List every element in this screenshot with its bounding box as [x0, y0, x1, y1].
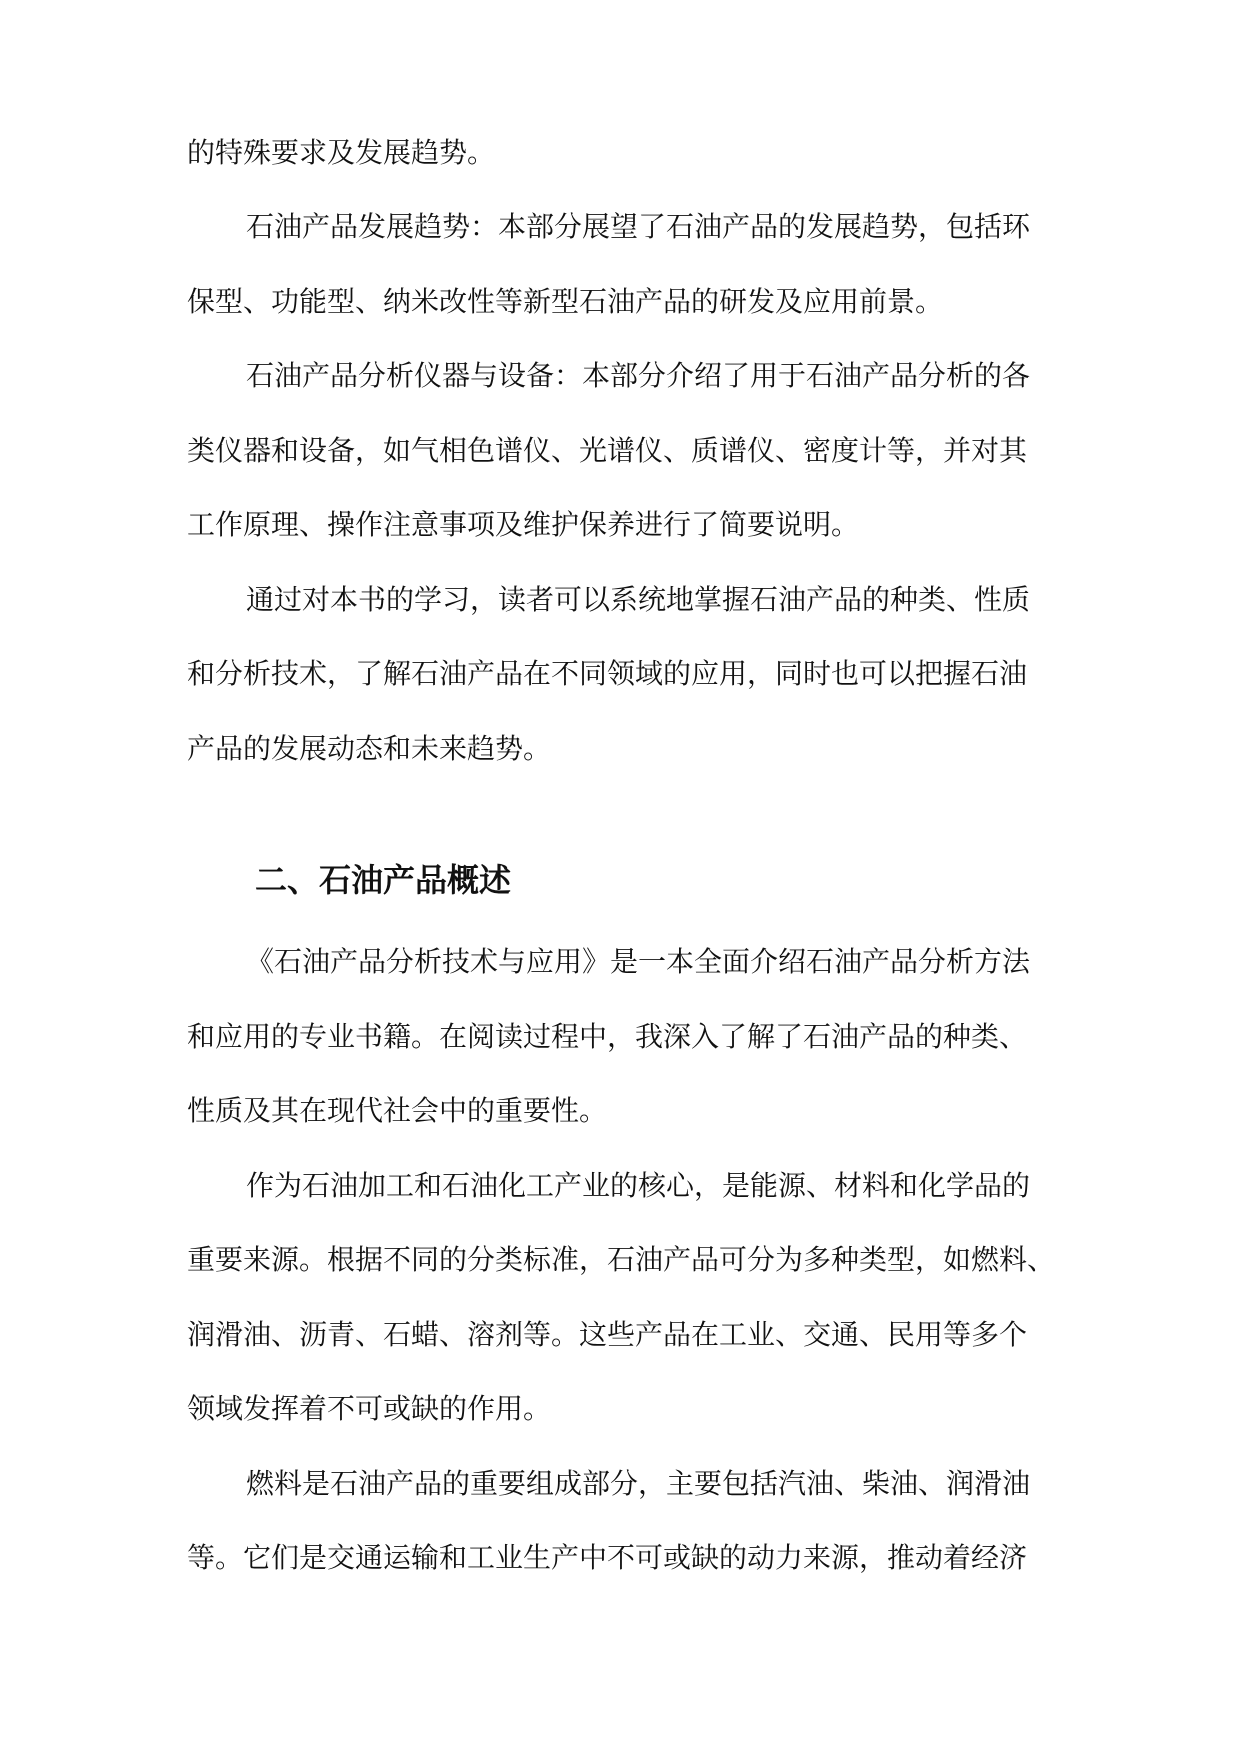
- text-line: 性质及其在现代社会中的重要性。: [187, 1094, 608, 1127]
- text-line: 类仪器和设备，如气相色谱仪、光谱仪、质谱仪、密度计等，并对其: [187, 434, 1028, 467]
- text-line: 等。它们是交通运输和工业生产中不可或缺的动力来源，推动着经济: [187, 1541, 1028, 1574]
- text-line: 和分析技术，了解石油产品在不同领域的应用，同时也可以把握石油: [187, 657, 1028, 690]
- text-line: 保型、功能型、纳米改性等新型石油产品的研发及应用前景。: [187, 285, 944, 318]
- text-line: 的特殊要求及发展趋势。: [187, 136, 496, 169]
- text-line: 石油产品发展趋势：本部分展望了石油产品的发展趋势，包括环: [246, 210, 1031, 243]
- text-line: 工作原理、操作注意事项及维护保养进行了简要说明。: [187, 508, 860, 541]
- text-line: 润滑油、沥青、石蜡、溶剂等。这些产品在工业、交通、民用等多个: [187, 1318, 1028, 1351]
- text-line: 作为石油加工和石油化工产业的核心，是能源、材料和化学品的: [246, 1169, 1031, 1202]
- text-line: 领域发挥着不可或缺的作用。: [187, 1392, 552, 1425]
- text-line: 和应用的专业书籍。在阅读过程中，我深入了解了石油产品的种类、: [187, 1020, 1028, 1053]
- text-line: 燃料是石油产品的重要组成部分，主要包括汽油、柴油、润滑油: [246, 1467, 1031, 1500]
- text-line: 产品的发展动态和未来趋势。: [187, 732, 552, 765]
- section-heading: 二、石油产品概述: [255, 861, 512, 899]
- text-line: 重要来源。根据不同的分类标准，石油产品可分为多种类型，如燃料、: [187, 1243, 1056, 1276]
- text-line: 《石油产品分析技术与应用》是一本全面介绍石油产品分析方法: [246, 945, 1031, 978]
- text-line: 石油产品分析仪器与设备：本部分介绍了用于石油产品分析的各: [246, 359, 1031, 392]
- text-line: 通过对本书的学习，读者可以系统地掌握石油产品的种类、性质: [246, 583, 1031, 616]
